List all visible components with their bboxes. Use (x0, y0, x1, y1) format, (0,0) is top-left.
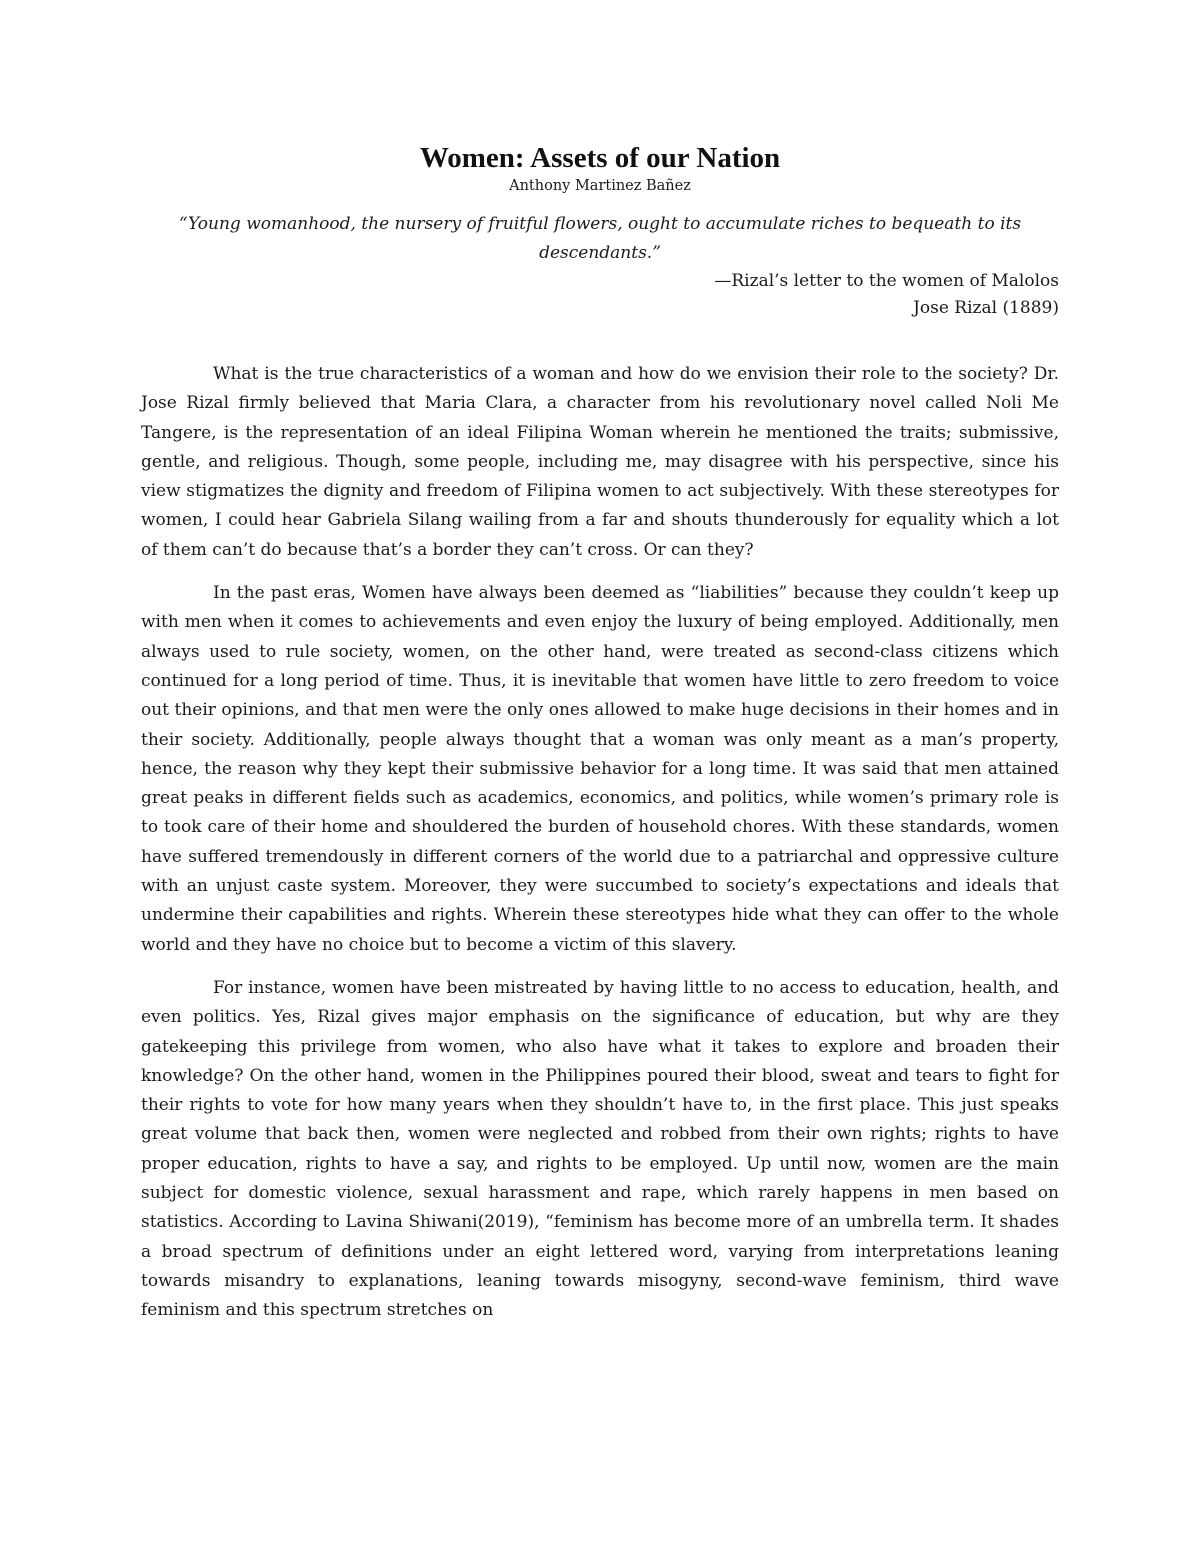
document-author: Anthony Martinez Bañez (509, 178, 691, 194)
document-title: Women: Assets of our Nation (419, 142, 781, 174)
body-paragraph-3: For instance, women have been mistreated by having little to no access to education, health, and even politics. Yes, Rizal gives major emphasis on the significance of education, but why are they gatekeeping this privilege from women, who also have what it takes to explore and broaden their knowledge? On the other hand, women in the Philippines poured their blood, sweat and tears to fight for their rights to vote for how many years when they shouldn’t have to, in the first place. This just speaks great volume that back then, women were neglected and robbed from their own rights; rights to have proper education, rights to have a say, and rights to be employed. Up until now, women are the main subject for domestic violence, sexual harassment and rape, which rarely happens in men based on statistics. According to Lavina Shiwani(2019), “feminism has become more of an umbrella term. It shades a broad spectrum of definitions under an eight lettered word, varying from interpretations leaning towards misandry to explanations, leaning towards misogyny, second-wave feminism, third wave feminism and this spectrum stretches on (141, 977, 1059, 1321)
epigraph-author: Jose Rizal (1889) (913, 298, 1059, 318)
document-page (141, 140, 1059, 1340)
epigraph-quote: “Young womanhood, the nursery of fruitful flowers, ought to accumulate riches to bequeath to its descendants.” (178, 214, 1022, 263)
body-paragraph-2: In the past eras, Women have always been deemed as “liabilities” because they couldn’t keep up with men when it comes to achievements and even enjoy the luxury of being employed. Additionally, men always used to rule society, women, on the other hand, were treated as second-class citizens which continued for a long period of time. Thus, it is inevitable that women have little to zero freedom to voice out their opinions, and that men were the only ones allowed to make huge decisions in their homes and in their society. Additionally, people always thought that a woman was only meant as a man’s property, hence, the reason why they kept their submissive behavior for a long time. It was said that men attained great peaks in different fields such as academics, economics, and politics, while women’s primary role is to took care of their home and shouldered the burden of household chores. With these standards, women have suffered tremendously in different corners of the world due to a patriarchal and oppressive culture with an unjust caste system. Moreover, they were succumbed to society’s expectations and ideals that undermine their capabilities and rights. Wherein these stereotypes hide what they can offer to the whole world and they have no choice but to become a victim of this slavery. (141, 583, 1059, 955)
epigraph-source: —Rizal’s letter to the women of Malolos (714, 271, 1059, 291)
section-spacer (141, 322, 1059, 360)
body-paragraph-1: What is the true characteristics of a woman and how do we envision their role to the society? Dr. Jose Rizal firmly believed that Maria Clara, a character from his revolutionary novel called Noli Me Tangere, is the representation of an ideal Filipina Woman wherein he mentioned the traits; submissive, gentle, and religious. Though, some people, including me, may disagree with his perspective, since his view stigmatizes the dignity and freedom of Filipina women to act subjectively. With these stereotypes for women, I could hear Gabriela Silang wailing from a far and shouts thunderously for equality which a lot of them can’t do because that’s a border they can’t cross. Or can they? (141, 364, 1059, 560)
